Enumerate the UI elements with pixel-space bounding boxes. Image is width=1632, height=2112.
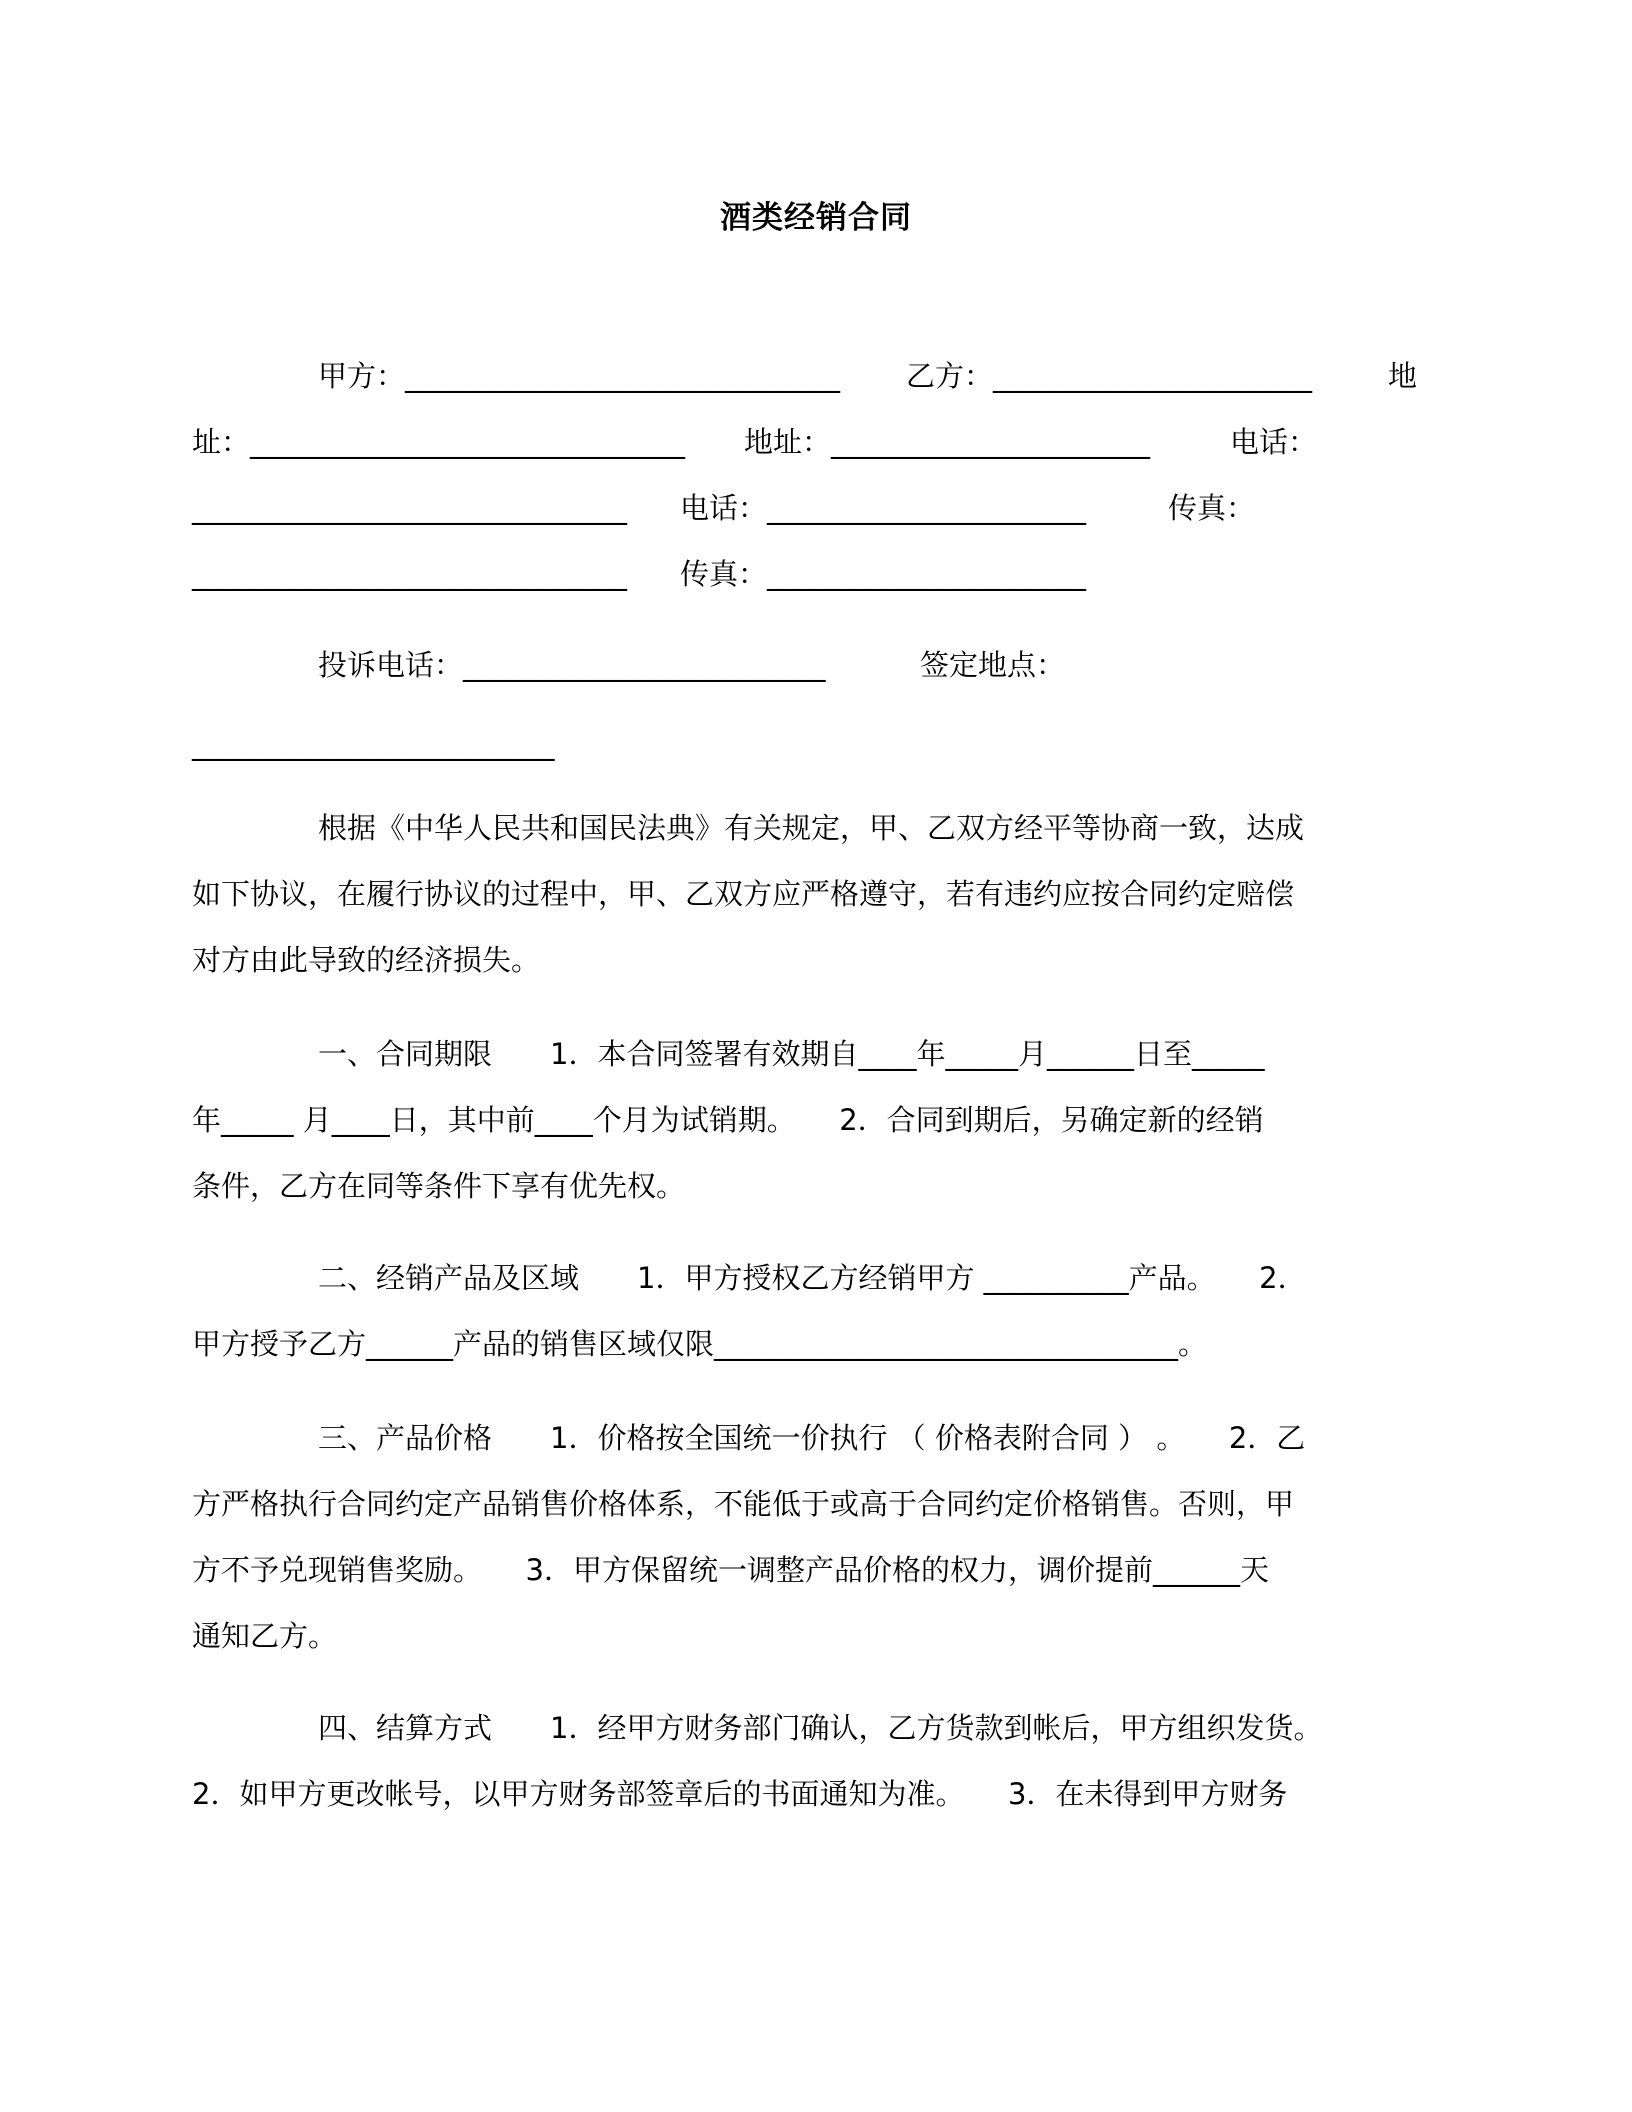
section3-line-4: 通知乙方。	[192, 1619, 338, 1653]
section3-line-1: 三、产品价格 1．价格按全国统一价执行 （ 价格表附合同 ） 。 2．乙	[318, 1421, 1306, 1455]
party-b-fax-field: 传真：______________________	[680, 557, 1087, 591]
party-a-fax-field: ______________________________	[192, 557, 627, 591]
section1-line-1: 一、合同期限 1．本合同签署有效期自____年_____月______日至_____	[318, 1037, 1265, 1071]
section3-line-3: 方不予兑现销售奖励。 3．甲方保留统一调整产品价格的权力，调价提前______天	[192, 1553, 1269, 1587]
preamble-line-3: 对方由此导致的经济损失。	[192, 943, 541, 977]
party-a-phone-label: 电话：	[1230, 425, 1318, 459]
party-b-phone-field: 电话：______________________	[680, 491, 1087, 525]
section3-line-2: 方严格执行合同约定产品销售价格体系，不能低于或高于合同约定价格销售。否则，甲	[192, 1487, 1295, 1521]
party-a-address-label-start: 地	[1388, 359, 1418, 393]
party-a-name-field: 甲方：______________________________	[318, 359, 841, 393]
preamble-line-1: 根据《中华人民共和国民法典》有关规定，甲、乙双方经平等协商一致，达成	[318, 811, 1305, 845]
complaint-phone-field: 投诉电话：_________________________	[318, 648, 826, 682]
signing-place-field: _________________________	[192, 727, 555, 761]
party-b-address-field: 地址：______________________	[744, 425, 1151, 459]
party-a-fax-label: 传真：	[1168, 491, 1256, 525]
section1-line-3: 条件，乙方在同等条件下享有优先权。	[192, 1169, 686, 1203]
party-a-phone-field: ______________________________	[192, 491, 627, 525]
party-b-name-field: 乙方：______________________	[906, 359, 1313, 393]
section1-line-2: 年_____ 月____日，其中前____个月为试销期。 2．合同到期后，另确定新的经销	[192, 1103, 1264, 1137]
document-title: 酒类经销合同	[720, 200, 912, 236]
section4-line-2: 2．如甲方更改帐号，以甲方财务部签章后的书面通知为准。 3．在未得到甲方财务	[192, 1777, 1288, 1811]
preamble-line-2: 如下协议，在履行协议的过程中，甲、乙双方应严格遵守，若有违约应按合同约定赔偿	[192, 877, 1295, 911]
section2-line-1: 二、经销产品及区域 1．甲方授权乙方经销甲方 __________产品。 2．	[318, 1261, 1307, 1295]
party-a-address-field: 址：______________________________	[192, 425, 686, 459]
signing-place-label: 签定地点：	[920, 648, 1066, 682]
section2-line-2: 甲方授予乙方______产品的销售区域仅限________________________________。	[192, 1327, 1208, 1361]
section4-line-1: 四、结算方式 1．经甲方财务部门确认，乙方货款到帐后，甲方组织发货。	[318, 1711, 1323, 1745]
